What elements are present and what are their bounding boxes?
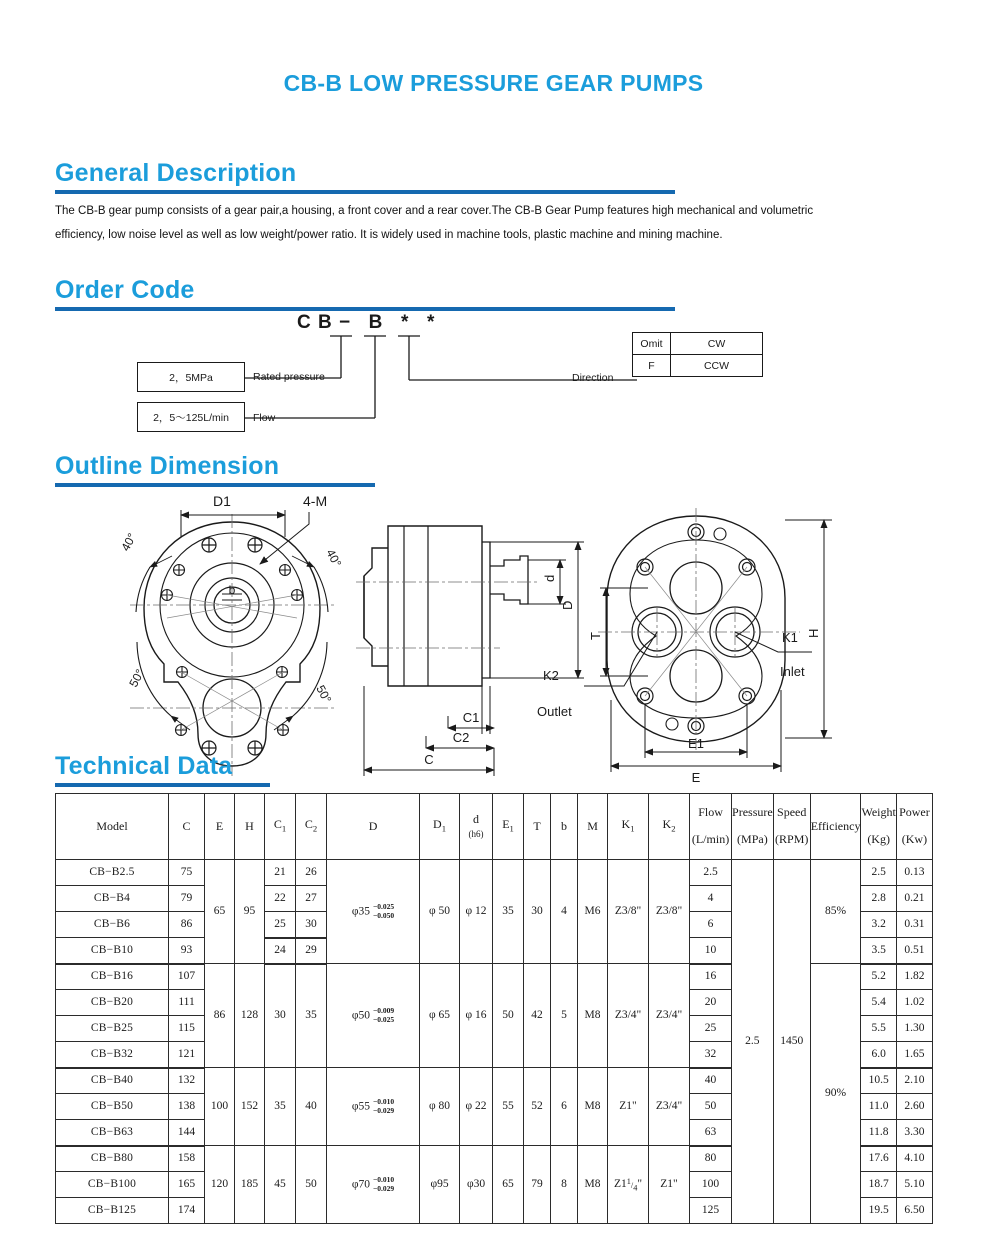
- general-description-heading: General Description: [55, 159, 297, 187]
- cell-c: 174: [169, 1198, 205, 1224]
- cell-c: 144: [169, 1120, 205, 1146]
- col-header-d1: $D_1$: [420, 794, 460, 860]
- direction-code-f: F: [633, 355, 671, 377]
- label-t: T: [588, 632, 603, 640]
- label-c2: C2: [452, 730, 470, 745]
- cell-d1: φ 65: [420, 964, 460, 1068]
- col-header-speed: Speed (RPM): [773, 794, 810, 860]
- cell-efficiency: 90%: [810, 964, 861, 1224]
- col-header-weight: Weight (Kg): [861, 794, 896, 860]
- order-code-diagram: [0, 300, 987, 440]
- cell-c: 93: [169, 938, 205, 964]
- cell-model: CB−B40: [56, 1068, 169, 1094]
- cell-model: CB−B50: [56, 1094, 169, 1120]
- label-b: b: [228, 583, 236, 597]
- cell-d1: φ 80: [420, 1068, 460, 1146]
- cell-d-h6: φ 12: [460, 860, 493, 964]
- cell-model: CB−B25: [56, 1016, 169, 1042]
- cell-e: 65: [205, 860, 235, 964]
- cell-c1: 35: [265, 1068, 296, 1146]
- cell-k2: Z1": [649, 1146, 690, 1224]
- cell-c: 111: [169, 990, 205, 1016]
- cell-t: 52: [524, 1068, 551, 1146]
- cell-model: CB−B20: [56, 990, 169, 1016]
- cell-t: 30: [524, 860, 551, 964]
- cell-k1: $Z1^1/_4$": [608, 1146, 649, 1224]
- cell-power: 1.65: [896, 1042, 932, 1068]
- page-title: CB-B LOW PRESSURE GEAR PUMPS: [283, 70, 704, 96]
- label-d-small: d: [542, 574, 557, 582]
- cell-d: φ50 −0.009 −0.025: [327, 964, 420, 1068]
- flow-box: 2，5～125L/min: [137, 402, 245, 432]
- cell-c1: 45: [265, 1146, 296, 1224]
- label-angle-50-right: 50°: [313, 682, 335, 706]
- cell-m: M6: [578, 860, 608, 964]
- order-code-string: [297, 312, 435, 334]
- label-h: H: [806, 628, 821, 638]
- cell-e1: 55: [493, 1068, 524, 1146]
- rated-pressure-box: 2，5MPa: [137, 362, 245, 392]
- cell-weight: 6.0: [861, 1042, 896, 1068]
- direction-code-omit: Omit: [633, 333, 671, 355]
- cell-d1: φ 50: [420, 860, 460, 964]
- cell-h: 152: [235, 1068, 265, 1146]
- col-header-b: b: [551, 794, 578, 860]
- cell-d-h6: φ30: [460, 1146, 493, 1224]
- cell-weight: 17.6: [861, 1146, 896, 1172]
- cell-k2: Z3/4": [649, 1068, 690, 1146]
- cell-flow: 10: [690, 938, 732, 964]
- col-header-m: M: [578, 794, 608, 860]
- cell-flow: 4: [690, 886, 732, 912]
- cell-efficiency: 85%: [810, 860, 861, 964]
- section-technical-data: [55, 753, 270, 787]
- cell-c1: 25: [265, 912, 296, 938]
- cell-power: 3.30: [896, 1120, 932, 1146]
- general-description-rule: [55, 190, 675, 194]
- cell-c: 115: [169, 1016, 205, 1042]
- direction-meaning-ccw: CCW: [671, 355, 763, 377]
- col-header-model: Model: [56, 794, 169, 860]
- cell-model: CB−B100: [56, 1172, 169, 1198]
- cell-weight: 11.8: [861, 1120, 896, 1146]
- cell-weight: 5.2: [861, 964, 896, 990]
- description-line-1: The CB-B gear pump consists of a gear pair,a housing, a front cover and a rear cover.The CB-B Gear Pump features high mechanical and volumetric: [55, 205, 814, 217]
- cell-k2: Z3/4": [649, 964, 690, 1068]
- cell-weight: 18.7: [861, 1172, 896, 1198]
- cell-t: 42: [524, 964, 551, 1068]
- cell-model: CB−B16: [56, 964, 169, 990]
- cell-flow: 6: [690, 912, 732, 938]
- cell-m: M8: [578, 1068, 608, 1146]
- direction-table: [632, 332, 763, 377]
- cell-power: 1.82: [896, 964, 932, 990]
- cell-weight: 10.5: [861, 1068, 896, 1094]
- cell-c: 158: [169, 1146, 205, 1172]
- col-header-k1: $K_1$: [608, 794, 649, 860]
- cell-power: 5.10: [896, 1172, 932, 1198]
- cell-c2: 27: [296, 886, 327, 912]
- cell-weight: 2.8: [861, 886, 896, 912]
- cell-c: 79: [169, 886, 205, 912]
- label-c1: C1: [462, 710, 480, 725]
- cell-c2: 30: [296, 912, 327, 938]
- cell-pressure: 2.5: [732, 860, 774, 1224]
- order-code-star-1: *: [400, 312, 410, 333]
- cell-b: 6: [551, 1068, 578, 1146]
- cell-d-h6: φ 22: [460, 1068, 493, 1146]
- cell-k2: Z3/8": [649, 860, 690, 964]
- col-header-k2: $K_2$: [649, 794, 690, 860]
- cell-c: 107: [169, 964, 205, 990]
- cell-model: CB−B80: [56, 1146, 169, 1172]
- cell-c: 75: [169, 860, 205, 886]
- cell-c: 121: [169, 1042, 205, 1068]
- order-code-series: B: [368, 312, 384, 333]
- col-header-efficiency: Efficiency: [810, 794, 861, 860]
- cell-weight: 5.5: [861, 1016, 896, 1042]
- order-code-prefix: C B −: [297, 312, 352, 333]
- cell-e: 120: [205, 1146, 235, 1224]
- cell-k1: Z3/4": [608, 964, 649, 1068]
- cell-power: 0.51: [896, 938, 932, 964]
- cell-power: 2.60: [896, 1094, 932, 1120]
- cell-c1: 24: [265, 938, 296, 964]
- outline-dimension-heading: Outline Dimension: [55, 452, 280, 480]
- description-line-2: efficiency, low noise level as well as low weight/power ratio. It is widely used in machine tools, plastic machine and mining machine.: [55, 228, 723, 241]
- technical-data-heading: Technical Data: [55, 752, 233, 780]
- label-4m: 4-M: [303, 493, 328, 509]
- cell-c2: 40: [296, 1068, 327, 1146]
- label-e1: E1: [688, 736, 704, 751]
- label-k2: K2: [543, 668, 559, 683]
- cell-model: CB−B4: [56, 886, 169, 912]
- front-view: [130, 510, 336, 776]
- cell-e: 86: [205, 964, 235, 1068]
- col-header-flow: Flow (L/min): [690, 794, 732, 860]
- col-header-power: Power (Kw): [896, 794, 932, 860]
- cell-c2: 35: [296, 964, 327, 1068]
- technical-data-rule: [55, 783, 270, 787]
- cell-d1: φ95: [420, 1146, 460, 1224]
- label-angle-40-right: 40°: [323, 546, 345, 570]
- cell-weight: 19.5: [861, 1198, 896, 1224]
- label-k1: K1: [782, 630, 798, 645]
- col-header-e1: $E_1$: [493, 794, 524, 860]
- col-header-pressure: Pressure (MPa): [732, 794, 774, 860]
- cell-speed: 1450: [773, 860, 810, 1224]
- cell-t: 79: [524, 1146, 551, 1224]
- cell-c2: 50: [296, 1146, 327, 1224]
- cell-flow: 80: [690, 1146, 732, 1172]
- cell-e: 100: [205, 1068, 235, 1146]
- cell-h: 185: [235, 1146, 265, 1224]
- cell-m: M8: [578, 964, 608, 1068]
- outline-dimension-rule: [55, 483, 375, 487]
- cell-c1: 22: [265, 886, 296, 912]
- table-row: [56, 860, 933, 886]
- cell-flow: 16: [690, 964, 732, 990]
- cell-h: 95: [235, 860, 265, 964]
- cell-model: CB−B2.5: [56, 860, 169, 886]
- cell-flow: 125: [690, 1198, 732, 1224]
- col-header-h: H: [235, 794, 265, 860]
- label-e: E: [691, 770, 701, 785]
- label-angle-40-left: 40°: [118, 530, 140, 554]
- cell-model: CB−B125: [56, 1198, 169, 1224]
- cell-b: 8: [551, 1146, 578, 1224]
- outline-dimension-drawings: [0, 490, 987, 790]
- general-description-paragraph: [55, 200, 895, 247]
- cell-b: 5: [551, 964, 578, 1068]
- cell-weight: 3.5: [861, 938, 896, 964]
- cell-e1: 65: [493, 1146, 524, 1224]
- col-header-d: D: [327, 794, 420, 860]
- cell-d: φ70 −0.010 −0.029: [327, 1146, 420, 1224]
- front-view-labels: [118, 493, 344, 706]
- cell-power: 2.10: [896, 1068, 932, 1094]
- cell-flow: 32: [690, 1042, 732, 1068]
- cell-weight: 5.4: [861, 990, 896, 1016]
- cell-d: φ35 −0.025 −0.050: [327, 860, 420, 964]
- order-code-star-2: *: [426, 312, 436, 333]
- technical-data-body: [56, 860, 933, 1224]
- section-general-description: [55, 160, 675, 194]
- cell-weight: 11.0: [861, 1094, 896, 1120]
- cell-power: 1.02: [896, 990, 932, 1016]
- cell-flow: 100: [690, 1172, 732, 1198]
- col-header-t: T: [524, 794, 551, 860]
- rated-pressure-label: Rated pressure: [253, 371, 325, 383]
- label-angle-50-left: 50°: [126, 666, 148, 690]
- side-view: [356, 526, 584, 776]
- cell-flow: 2.5: [690, 860, 732, 886]
- direction-row-omit: [633, 333, 763, 355]
- technical-data-table-wrapper: [55, 793, 933, 1224]
- col-header-c: C: [169, 794, 205, 860]
- cell-power: 0.21: [896, 886, 932, 912]
- cell-e1: 50: [493, 964, 524, 1068]
- cell-model: CB−B32: [56, 1042, 169, 1068]
- cell-model: CB−B10: [56, 938, 169, 964]
- cell-power: 0.13: [896, 860, 932, 886]
- cell-k1: Z3/8": [608, 860, 649, 964]
- cell-flow: 20: [690, 990, 732, 1016]
- cell-power: 1.30: [896, 1016, 932, 1042]
- cell-weight: 2.5: [861, 860, 896, 886]
- cell-c2: 26: [296, 860, 327, 886]
- cell-c: 86: [169, 912, 205, 938]
- cell-power: 0.31: [896, 912, 932, 938]
- cell-m: M8: [578, 1146, 608, 1224]
- label-outlet: Outlet: [537, 704, 572, 719]
- label-d-big: D: [560, 600, 575, 610]
- order-code-heading: Order Code: [55, 276, 195, 304]
- cell-model: CB−B63: [56, 1120, 169, 1146]
- label-inlet: Inlet: [780, 664, 805, 679]
- col-header-d-h6: d (h6): [460, 794, 493, 860]
- cell-flow: 40: [690, 1068, 732, 1094]
- col-header-c1: $C_1$: [265, 794, 296, 860]
- cell-flow: 25: [690, 1016, 732, 1042]
- section-outline-dimension: [55, 453, 375, 487]
- direction-row-f: [633, 355, 763, 377]
- technical-data-table: [55, 793, 933, 1224]
- flow-label: Flow: [253, 412, 276, 424]
- direction-label: Direction: [572, 372, 614, 384]
- cell-c: 165: [169, 1172, 205, 1198]
- direction-meaning-cw: CW: [671, 333, 763, 355]
- cell-power: 4.10: [896, 1146, 932, 1172]
- table-header-row: [56, 794, 933, 860]
- cell-model: CB−B6: [56, 912, 169, 938]
- cell-e1: 35: [493, 860, 524, 964]
- cell-power: 6.50: [896, 1198, 932, 1224]
- label-d1: D1: [213, 493, 231, 509]
- cell-c: 138: [169, 1094, 205, 1120]
- col-header-e: E: [205, 794, 235, 860]
- cell-c1: 30: [265, 964, 296, 1068]
- cell-c: 132: [169, 1068, 205, 1094]
- cell-d-h6: φ 16: [460, 964, 493, 1068]
- cell-flow: 63: [690, 1120, 732, 1146]
- cell-d: φ55 −0.010 −0.029: [327, 1068, 420, 1146]
- cell-c1: 21: [265, 860, 296, 886]
- cell-k1: Z1": [608, 1068, 649, 1146]
- col-header-c2: $C_2$: [296, 794, 327, 860]
- label-c: C: [424, 752, 434, 767]
- cell-h: 128: [235, 964, 265, 1068]
- cell-weight: 3.2: [861, 912, 896, 938]
- cell-c2: 29: [296, 938, 327, 964]
- cell-flow: 50: [690, 1094, 732, 1120]
- cell-b: 4: [551, 860, 578, 964]
